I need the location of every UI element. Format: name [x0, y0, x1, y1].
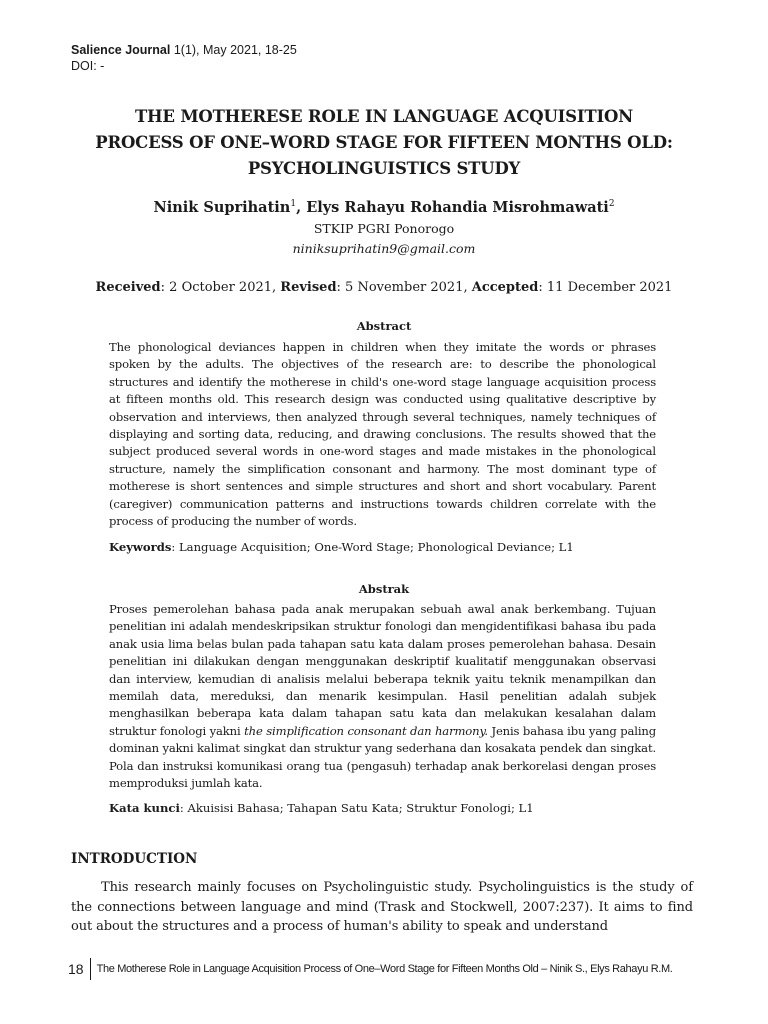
institution: STKIP PGRI Ponorogo — [313, 221, 455, 236]
author-separator: , — [296, 198, 307, 216]
abstract-heading: Abstract — [356, 319, 412, 333]
abstrak-heading: Abstrak — [358, 582, 410, 596]
journal-header — [71, 42, 297, 74]
affiliation — [60, 219, 708, 259]
journal-citation — [71, 42, 297, 58]
journal-name: Salience Journal — [71, 43, 171, 57]
accepted-label: Accepted — [471, 280, 539, 295]
title-line-2: PROCESS OF ONE–WORD STAGE FOR FIFTEEN MONTHS OLD: — [95, 133, 673, 152]
introduction-paragraph: This research mainly focuses on Psycholinguistic study. Psycholinguistics is the study of the connections between language and mind (Trask and Stockwell, 2007:237). It aims to find out about the structures and a process of human's ability to speak and understand — [71, 880, 693, 934]
article-dates — [60, 278, 708, 298]
abstract-body: The phonological deviances happen in children when they imitate the words or phrases spoken by the adults. The objectives of the research are: to describe the phonological structures and identify the motherese in child's one-word stage language acquisition process at fifteen months old. This research design was conducted using qualitative descriptive by observation and interviews, then analyzed through several techniques, namely techniques of displaying and sorting data, reducing, and drawing conclusions. The results showed that the subject produced several words in one-word stages and made mistakes in the phonological structure, namely the simplification consonant and harmony. The most dominant type of motherese is short sentences and simple structures and short and short vocabulary. Parent (caregiver) communication patterns and instructions towards children correlate with the process of producing the number of words. — [109, 340, 656, 529]
title-line-3: PSYCHOLINGUISTICS STUDY — [247, 159, 521, 178]
kata-kunci — [109, 800, 669, 817]
running-title: The Motherese Role in Language Acquisition Process of One–Word Stage for Fifteen Months Old – Ninik S., Elys Rahayu R.M. — [96, 963, 673, 975]
page-number: 18 — [68, 961, 84, 977]
abstrak-text-2: Jenis bahasa ibu yang paling dominan yakni kalimat singkat dan struktur yang sederhana dan kosakata pendek dan singkat. Pola dan instruksi komunikasi orang tua (pengasuh) terhadap anak berkorelasi dengan proses memproduksi jumlah kata. — [109, 723, 656, 791]
received-date: : 2 October 2021, — [160, 280, 281, 295]
page-footer — [68, 958, 673, 980]
title-line-1: THE MOTHERESE ROLE IN LANGUAGE ACQUISITION — [134, 107, 634, 126]
abstrak-italic: the simplification consonant dan harmony. — [244, 723, 488, 738]
author-2-affiliation-mark: 2 — [608, 199, 615, 209]
received-label: Received — [95, 280, 161, 295]
abstrak-text-1: Proses pemerolehan bahasa pada anak merupakan sebuah awal anak berkembang. Tujuan penelitian ini adalah mendeskripsikan struktur fonologi dan mengidentifikasi bahasa ibu pada anak usia lima belas bulan pada tahapan satu kata dalam proses pemerolehan bahasa. Desain penelitian ini dilakukan dengan menggunakan deskriptif kualitatif menggunakan observasi dan interview, kemudian di analisis melalui beberapa teknik yaitu teknik menampilkan dan memilah data, mereduksi, dan menarik kesimpulan. Hasil penelitian adalah subjek menghasilkan beberapa kata dalam tahapan satu kata dan melakukan kesalahan dalam struktur fonologi yakni — [109, 602, 656, 738]
introduction-heading: INTRODUCTION — [71, 851, 198, 867]
abstrak-body — [109, 601, 656, 792]
journal-doi: DOI: - — [71, 59, 105, 73]
author-email[interactable]: niniksuprihatin9@gmail.com — [292, 241, 476, 256]
footer-divider — [90, 958, 91, 980]
accepted-date: : 11 December 2021 — [538, 280, 673, 295]
author-1: Ninik Suprihatin — [153, 198, 291, 216]
author-list — [60, 194, 708, 218]
keywords — [109, 539, 669, 556]
author-2: Elys Rahayu Rohandia Misrohmawati — [306, 198, 609, 216]
paper-title — [60, 104, 708, 182]
journal-volume: 1(1), May 2021, 18-25 — [170, 43, 297, 57]
kata-kunci-label: Kata kunci — [109, 801, 180, 815]
keywords-list: : Language Acquisition; One-Word Stage; Phonological Deviance; L1 — [171, 540, 574, 554]
author-1-affiliation-mark: 1 — [290, 199, 297, 209]
revised-label: Revised — [280, 280, 337, 295]
keywords-label: Keywords — [109, 540, 172, 554]
revised-date: : 5 November 2021, — [336, 280, 472, 295]
kata-kunci-list: : Akuisisi Bahasa; Tahapan Satu Kata; Struktur Fonologi; L1 — [179, 801, 534, 815]
